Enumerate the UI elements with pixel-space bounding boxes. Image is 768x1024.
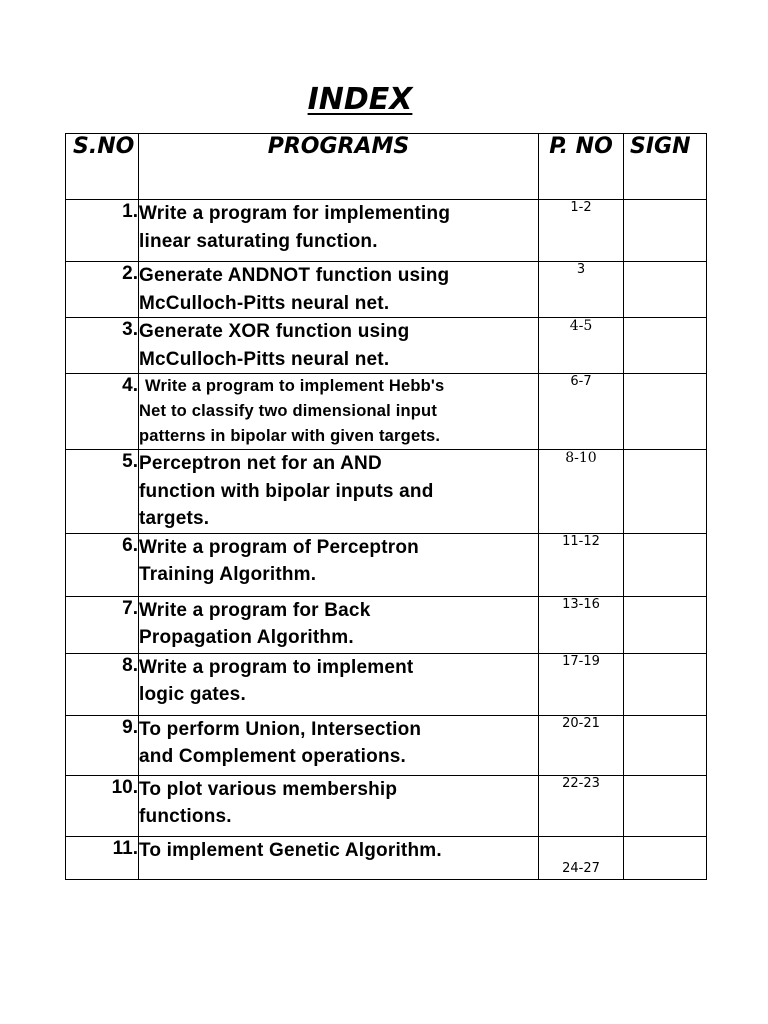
page-number-cell: 8-10 xyxy=(539,450,624,534)
program-line: Generate ANDNOT function using xyxy=(139,265,450,286)
table-row xyxy=(66,653,707,715)
program-cell xyxy=(139,450,539,534)
page-number: 24-27 xyxy=(562,860,600,876)
program-cell xyxy=(139,262,539,318)
program-line: functions. xyxy=(139,806,232,827)
program-cell xyxy=(139,374,539,450)
sno-cell: 10. xyxy=(66,775,139,836)
page-number-cell: 1-2 xyxy=(539,200,624,262)
sno-cell: 4. xyxy=(66,374,139,450)
sign-cell xyxy=(624,200,707,262)
sno-cell: 8. xyxy=(66,653,139,715)
program-cell xyxy=(139,200,539,262)
sno-cell: 6. xyxy=(66,533,139,596)
program-line: function with bipolar inputs and xyxy=(139,480,434,502)
page-number-cell: 3 xyxy=(539,262,624,318)
sign-cell xyxy=(624,836,707,879)
sno-cell: 1. xyxy=(66,200,139,262)
sno-cell: 5. xyxy=(66,450,139,534)
page-title: INDEX xyxy=(307,82,413,117)
program-cell xyxy=(139,533,539,596)
sno-header: S.NO xyxy=(66,134,139,200)
sign-cell xyxy=(624,596,707,653)
sign-cell xyxy=(624,318,707,374)
page-number-cell: 20-21 xyxy=(539,715,624,775)
program-line: patterns in bipolar with given targets. xyxy=(139,427,441,445)
program-line: Perceptron net for an AND xyxy=(139,453,382,474)
header-row xyxy=(66,134,707,200)
sign-cell xyxy=(624,262,707,318)
program-cell xyxy=(139,318,539,374)
page-number-cell: 11-12 xyxy=(539,533,624,596)
program-line: To implement Genetic Algorithm. xyxy=(139,839,442,861)
page-number-cell: 17-19 xyxy=(539,653,624,715)
program-line: Write a program of Perceptron xyxy=(139,536,419,558)
sign-cell xyxy=(624,775,707,836)
program-line: targets. xyxy=(139,508,210,529)
sno-cell: 9. xyxy=(66,715,139,775)
program-line: McCulloch-Pitts neural net. xyxy=(139,292,390,314)
table-row xyxy=(66,200,707,262)
program-line: Training Algorithm. xyxy=(139,564,317,585)
table-row xyxy=(66,450,707,534)
program-line: Write a program to implement Hebb's xyxy=(145,377,445,395)
table-row xyxy=(66,262,707,318)
program-line: McCulloch-Pitts neural net. xyxy=(139,348,390,370)
program-line: linear saturating function. xyxy=(139,230,378,252)
sign-cell xyxy=(624,533,707,596)
sno-cell: 3. xyxy=(66,318,139,374)
program-line: and Complement operations. xyxy=(139,746,407,767)
table-row xyxy=(66,596,707,653)
program-cell xyxy=(139,653,539,715)
pno-header: P. NO xyxy=(539,134,624,200)
sign-cell xyxy=(624,653,707,715)
table-row xyxy=(66,715,707,775)
sign-cell xyxy=(624,715,707,775)
page-number-cell: 22-23 xyxy=(539,775,624,836)
index-table xyxy=(65,133,707,880)
program-line: Propagation Algorithm. xyxy=(139,627,354,648)
sign-cell xyxy=(624,450,707,534)
table-row xyxy=(66,374,707,450)
table-row xyxy=(66,533,707,596)
table-row xyxy=(66,318,707,374)
program-cell xyxy=(139,596,539,653)
program-line: Write a program for implementing xyxy=(139,203,451,224)
page-number-cell: 13-16 xyxy=(539,596,624,653)
page-number-cell: 4-5 xyxy=(539,318,624,374)
program-line: Write a program for Back xyxy=(139,599,371,621)
program-line: Generate XOR function using xyxy=(139,321,410,342)
program-cell xyxy=(139,775,539,836)
page-number-cell xyxy=(539,836,624,879)
program-line: logic gates. xyxy=(139,684,246,705)
sno-cell: 2. xyxy=(66,262,139,318)
table-row xyxy=(66,836,707,879)
program-line: To plot various membership xyxy=(139,778,398,800)
programs-header: PROGRAMS xyxy=(139,134,539,200)
program-line: Write a program to implement xyxy=(139,656,414,678)
sign-header: SIGN xyxy=(624,134,707,200)
program-line: Net to classify two dimensional input xyxy=(139,402,438,420)
program-cell xyxy=(139,715,539,775)
program-cell xyxy=(139,836,539,879)
program-line: To perform Union, Intersection xyxy=(139,718,422,740)
sign-cell xyxy=(624,374,707,450)
sno-cell: 7. xyxy=(66,596,139,653)
page-number-cell: 6-7 xyxy=(539,374,624,450)
table-row xyxy=(66,775,707,836)
sno-cell: 11. xyxy=(66,836,139,879)
